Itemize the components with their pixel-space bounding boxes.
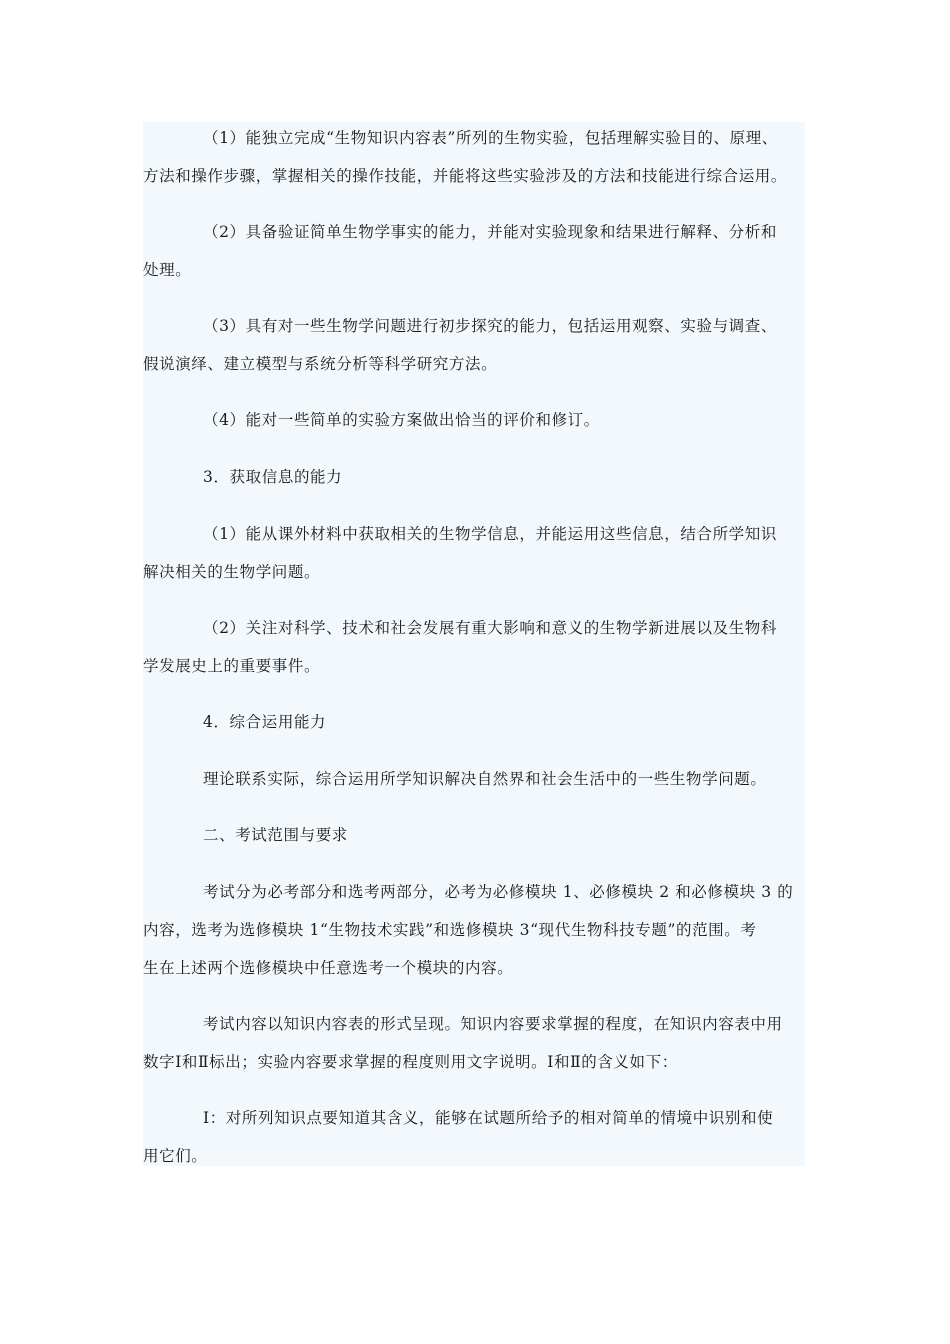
paragraph-exam-parts	[143, 873, 807, 987]
text-line: （2）关注对科学、技术和社会发展有重大影响和意义的生物学新进展以及生物科	[203, 619, 777, 637]
text-line: 数字Ⅰ和Ⅱ标出；实验内容要求掌握的程度则用文字说明。Ⅰ和Ⅱ的含义如下：	[143, 1053, 678, 1071]
text-line: （4）能对一些简单的实验方案做出恰当的评价和修订。	[203, 411, 600, 429]
paragraph-comprehensive	[143, 760, 807, 798]
section-heading-comprehensive	[143, 703, 807, 741]
section-heading-information	[143, 458, 807, 496]
text-line: 考试分为必考部分和选考两部分，必考为必修模块 1、必修模块 2 和必修模块 3 的	[203, 883, 794, 901]
text-line: 生在上述两个选修模块中任意选考一个模块的内容。	[143, 959, 514, 977]
text-line: 用它们。	[143, 1147, 208, 1165]
heading-line: 4．综合运用能力	[203, 713, 327, 731]
text-line: 假说演绎、建立模型与系统分析等科学研究方法。	[143, 355, 498, 373]
heading-line: 3．获取信息的能力	[203, 468, 343, 486]
text-line: 内容，选考为选修模块 1“生物技术实践”和选修模块 3“现代生物科技专题”的范围。考	[143, 921, 757, 939]
text-line: （1）能独立完成“生物知识内容表”所列的生物实验，包括理解实验目的、原理、	[203, 129, 778, 147]
paragraph-level-one-definition	[143, 1099, 807, 1175]
text-line: 方法和操作步骤，掌握相关的操作技能，并能将这些实验涉及的方法和技能进行综合运用。	[143, 167, 788, 185]
paragraph-information-2	[143, 609, 807, 685]
text-line: （3）具有对一些生物学问题进行初步探究的能力，包括运用观察、实验与调查、	[203, 317, 777, 335]
text-line: （2）具备验证简单生物学事实的能力，并能对实验现象和结果进行解释、分析和	[203, 223, 777, 241]
paragraph-experiment-1	[143, 119, 807, 195]
paragraph-experiment-2	[143, 213, 807, 289]
text-line: 学发展史上的重要事件。	[143, 657, 321, 675]
text-line: （1）能从课外材料中获取相关的生物学信息，并能运用这些信息，结合所学知识	[203, 525, 777, 543]
text-line: 处理。	[143, 261, 192, 279]
text-line: 理论联系实际，综合运用所学知识解决自然界和社会生活中的一些生物学问题。	[203, 770, 767, 788]
paragraph-experiment-3	[143, 307, 807, 383]
heading-line: 二、考试范围与要求	[203, 826, 348, 844]
text-line: 考试内容以知识内容表的形式呈现。知识内容要求掌握的程度，在知识内容表中用	[203, 1015, 783, 1033]
text-line: 解决相关的生物学问题。	[143, 563, 321, 581]
text-line: Ⅰ：对所列知识点要知道其含义，能够在试题所给予的相对简单的情境中识别和使	[203, 1109, 774, 1127]
paragraph-exam-content	[143, 1005, 807, 1081]
paragraph-information-1	[143, 515, 807, 591]
section-heading-exam-scope	[143, 816, 807, 854]
paragraph-experiment-4	[143, 401, 807, 439]
